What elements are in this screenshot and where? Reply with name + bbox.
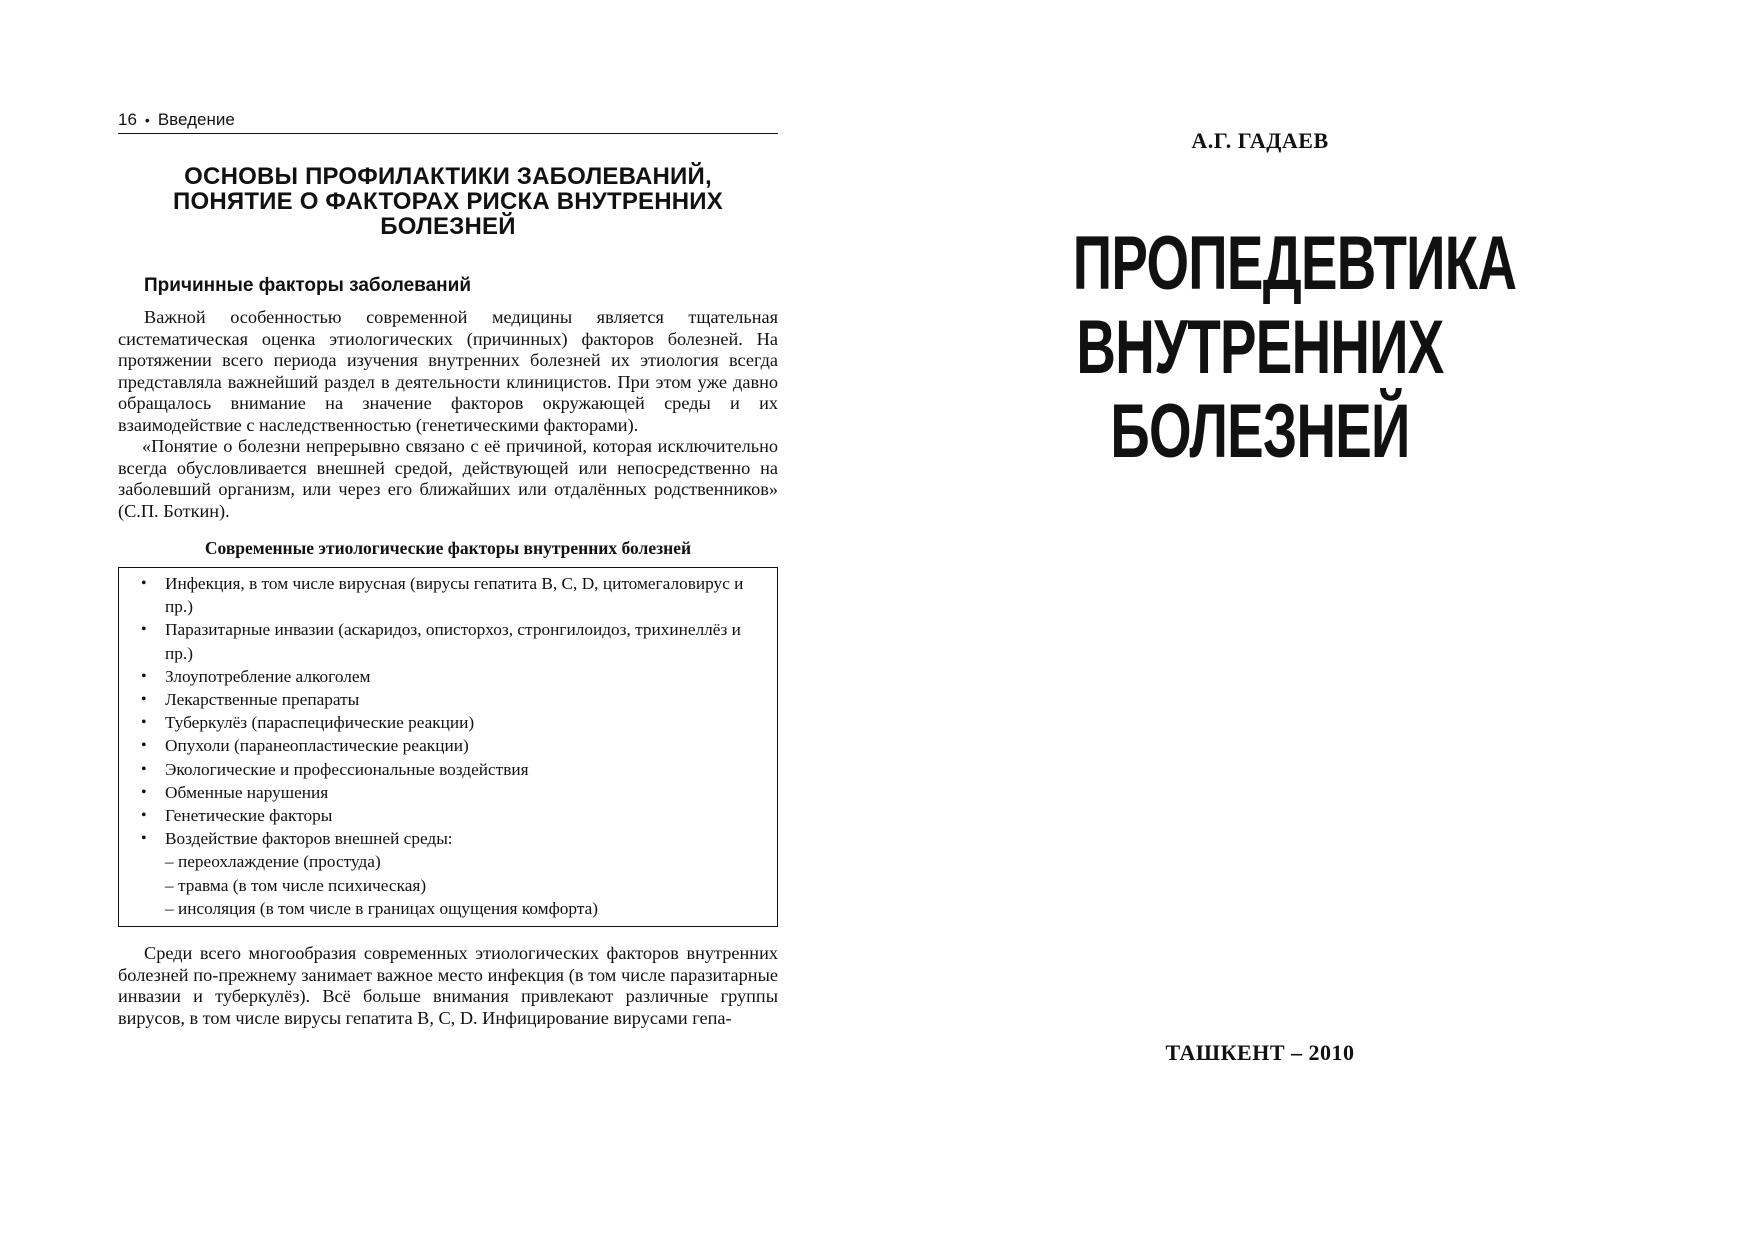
list-item: • Генетические факторы <box>137 804 761 827</box>
imprint: ТАШКЕНТ – 2010 <box>1165 1040 1355 1065</box>
page-number: 16 <box>118 110 137 129</box>
running-header <box>118 110 778 134</box>
box-title: Современные этиологические факторы внутренних болезней <box>204 538 692 558</box>
chapter-name: Введение <box>157 110 235 129</box>
header-separator: • <box>144 112 150 128</box>
body-paragraph: Среди всего многообразия современных этиологических факторов внутренних болезней по-прежнему занимает важное место инфекция (в том числе паразитарные инвазии и туберкулёз). Всё больше внимания привлекают различные группы вирусов, в том числе вирусы гепатита В, С, D. Инфицирование вирусами гепа- <box>118 943 778 1028</box>
list-item: • Паразитарные инвазии (аскаридоз, описторхоз, стронгилоидоз, трихинеллёз и пр.) <box>137 618 761 664</box>
subsection-title: Причинные факторы заболеваний <box>144 275 471 296</box>
right-page <box>1000 0 1740 1240</box>
list-item: • Инфекция, в том числе вирусная (вирусы гепатита В, С, D, цитомегаловирус и пр.) <box>137 572 761 618</box>
author-name: А.Г. ГАДАЕВ <box>1191 128 1329 153</box>
left-page <box>118 110 778 1029</box>
book-title-line: ПРОПЕДЕВТИКА <box>1072 221 1517 306</box>
factors-box <box>118 567 778 927</box>
list-item: • Обменные нарушения <box>137 781 761 804</box>
list-item: • Лекарственные препараты <box>137 688 761 711</box>
section-title-line: ОСНОВЫ ПРОФИЛАКТИКИ ЗАБОЛЕВАНИЙ, <box>184 163 712 190</box>
section-title-line: БОЛЕЗНЕЙ <box>380 213 516 240</box>
list-item: • Воздействие факторов внешней среды: <box>137 827 761 850</box>
sub-item: – травма (в том числе психическая) <box>165 875 427 895</box>
body-paragraph: Важной особенностью современной медицины является тщательная систематическая оценка этиологических (причинных) факторов болезней. На протяжении всего периода изучения внутренних болезней их этиология всегда представляла важнейший раздел в деятельности клиницистов. При этом уже давно обращалось внимание на значение факторов окружающей среды и их взаимодействие с наследственностью (генетическими факторами). <box>118 307 778 435</box>
sub-item: – переохлаждение (простуда) <box>165 852 381 872</box>
list-item: • Туберкулёз (параспецифические реакции) <box>137 711 761 734</box>
book-title-line: БОЛЕЗНЕЙ <box>1110 389 1410 474</box>
quote-paragraph: «Понятие о болезни непрерывно связано с её причиной, которая исключительно всегда обусловливается внешней средой, действующей или непосредственно на заболевший организм, или через его ближайших или отдалённых родственников» (С.П. Боткин). <box>118 436 778 521</box>
book-title-line: ВНУТРЕННИХ <box>1076 305 1444 390</box>
list-item: • Опухоли (паранеопластические реакции) <box>137 734 761 757</box>
factors-list <box>137 572 761 850</box>
list-item: • Злоупотребление алкоголем <box>137 665 761 688</box>
section-title <box>138 164 758 239</box>
book-title <box>1072 221 1517 474</box>
section-title-line: ПОНЯТИЕ О ФАКТОРАХ РИСКА ВНУТРЕННИХ <box>173 188 723 215</box>
list-item: • Экологические и профессиональные воздействия <box>137 758 761 781</box>
sub-item: – инсоляция (в том числе в границах ощущения комфорта) <box>165 898 599 918</box>
